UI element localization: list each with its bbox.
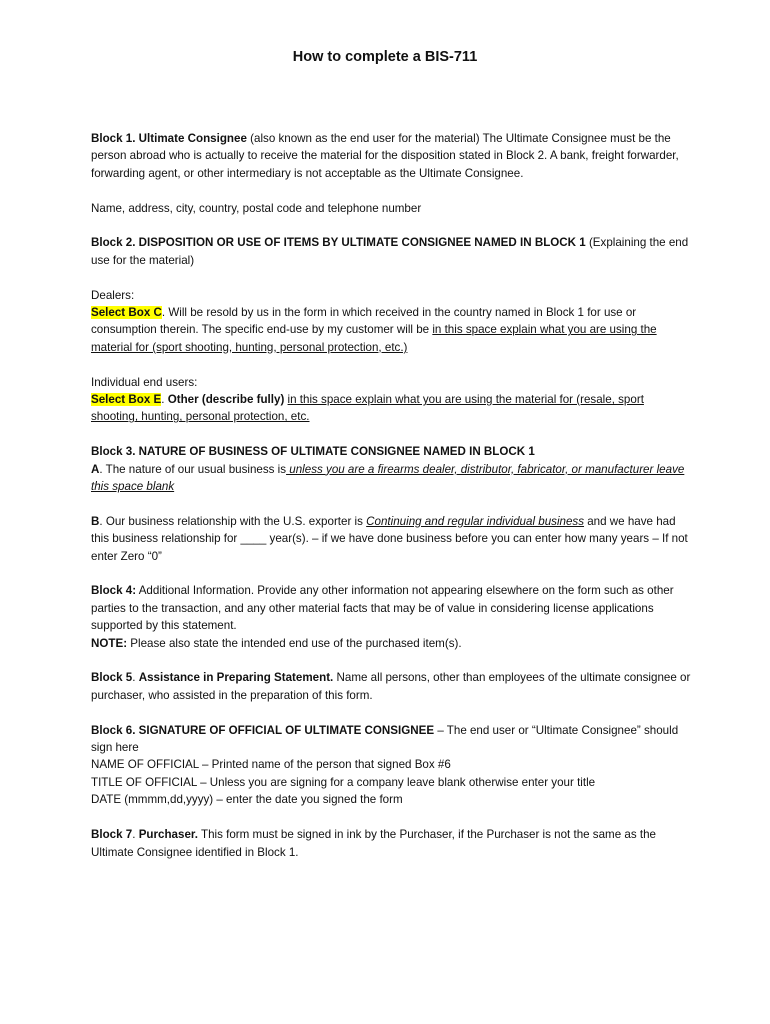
- block1-paragraph: [91, 130, 691, 182]
- dealers-select-highlight: Select Box C: [91, 306, 162, 320]
- block2-individual: [91, 374, 691, 426]
- individual-dot: .: [161, 393, 165, 407]
- block4-paragraph: [91, 582, 691, 652]
- block2-text: (Explaining the end use for the material): [91, 236, 689, 267]
- individual-select-highlight: Select Box E: [91, 393, 162, 407]
- individual-bold: Other (describe fully): [164, 393, 285, 407]
- block5-paragraph: [91, 669, 691, 704]
- dealers-heading: Dealers:: [91, 288, 135, 302]
- block6-label: Block 6. SIGNATURE OF OFFICIAL OF ULTIMATE CONSIGNEE: [91, 723, 435, 737]
- block1-text: (also known as the end user for the material) The Ultimate Consignee must be the person abroad who is actually to receive the material for the disposition stated in Block 2. A bank, freight forwarder, forwarding agent, or other intermediary is not acceptable as the Ultimate Consignee.: [91, 132, 679, 180]
- block3-b-paragraph: [91, 513, 691, 565]
- individual-underline: in this space explain what you are using the material for (resale, sport shooting, hunting, personal protection, etc.: [91, 393, 644, 424]
- block7-dot: .: [132, 828, 139, 842]
- block5-label-b: Assistance in Preparing Statement.: [138, 671, 334, 685]
- block6-text: – The end user or “Ultimate Consignee” should sign here: [91, 723, 679, 755]
- block5-text: Name all persons, other than employees of the ultimate consignee or purchaser, who assisted in the preparation of this form.: [91, 671, 691, 702]
- block3-b-text: . Our business relationship with the U.S. exporter is: [99, 514, 367, 528]
- document-body: [91, 130, 691, 878]
- block3-a-label: A: [91, 462, 100, 476]
- block6-line3: DATE (mmmm,dd,yyyy) – enter the date you signed the form: [91, 793, 403, 807]
- block3-b-text2: and we have had this business relationship for ____ year(s). – if we have done business before you can enter how many years – If not enter Zero “0”: [91, 514, 688, 563]
- block2-label: Block 2. DISPOSITION OR USE OF ITEMS BY ULTIMATE CONSIGNEE NAMED IN BLOCK 1: [91, 236, 586, 250]
- block3-a-italic: unless you are a firearms dealer, distributor, fabricator, or manufacturer leave this space blank: [91, 462, 685, 494]
- dealers-underline: in this space explain what you are using the material for (sport shooting, hunting, personal protection, etc.): [91, 323, 657, 354]
- block3-b-label: B: [91, 514, 100, 528]
- individual-heading: Individual end users:: [91, 375, 198, 389]
- page-title: How to complete a BIS-711: [292, 49, 478, 65]
- block5-label-a: Block 5: [91, 671, 133, 685]
- block4-note-label: NOTE:: [91, 636, 128, 650]
- block7-text: This form must be signed in ink by the Purchaser, if the Purchaser is not the same as the Ultimate Consignee identified in Block 1.: [91, 828, 656, 859]
- block2-paragraph: [91, 234, 691, 269]
- block6-line2: TITLE OF OFFICIAL – Unless you are signing for a company leave blank otherwise enter your title: [91, 775, 596, 789]
- block4-note-text: Please also state the intended end use of the purchased item(s).: [127, 636, 462, 650]
- block7-label-a: Block 7: [91, 828, 133, 842]
- block2-dealers: [91, 287, 691, 357]
- block3-label: Block 3. NATURE OF BUSINESS OF ULTIMATE CONSIGNEE NAMED IN BLOCK 1: [91, 445, 535, 459]
- block6-line1: NAME OF OFFICIAL – Printed name of the person that signed Box #6: [91, 758, 451, 772]
- block3-b-italic: Continuing and regular individual business: [366, 514, 585, 528]
- block5-dot: .: [132, 671, 139, 685]
- block4-text: Additional Information. Provide any other information not appearing elsewhere on the form such as other parties to the transaction, and any other material facts that may be of value in considering license applications supported by this statement.: [91, 584, 674, 633]
- block7-paragraph: [91, 826, 691, 861]
- block1-label: Block 1. Ultimate Consignee: [91, 132, 247, 145]
- block3-paragraph: [91, 443, 691, 495]
- block6-paragraph: [91, 722, 691, 809]
- block1-fields: Name, address, city, country, postal code and telephone number: [91, 201, 422, 215]
- block3-a-text: . The nature of our usual business is: [99, 462, 287, 476]
- block7-label-b: Purchaser.: [138, 828, 198, 842]
- dealers-text: . Will be resold by us in the form in which received in the country named in Block 1 for use or consumption therein. The specific end-use by my customer will be: [91, 306, 637, 337]
- block4-label: Block 4:: [91, 584, 137, 598]
